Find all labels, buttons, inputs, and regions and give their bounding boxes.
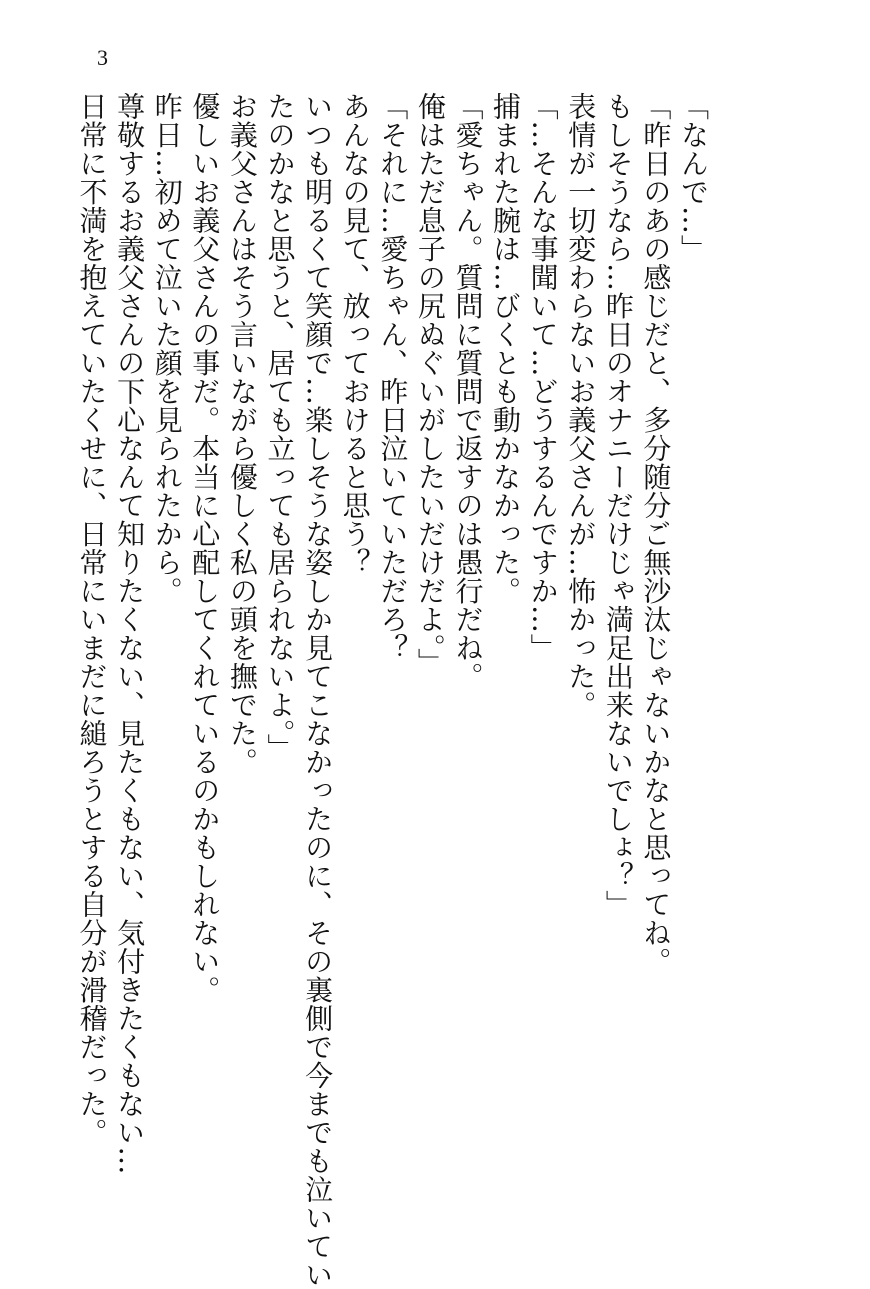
text-line: あんなの見て、放っておけると思う？ [338, 92, 372, 577]
text-line: たのかなと思うと、居ても立っても居られないよ。」 [263, 92, 297, 762]
text-line: もしそうなら…昨日のオナニーだけじゃ満足出来ないでしょ？」 [601, 92, 635, 919]
text-line: お義父さんはそう言いながら優しく私の頭を撫でた。 [225, 92, 259, 776]
text-line: 「愛ちゃん。質問に質問で返すのは愚行だね。 [451, 92, 485, 691]
text-line: いつも明るくて笑顔で…楽しそうな姿しか見てこなかったのに、その裏側で今までも泣いてい [301, 92, 335, 1289]
text-line: 「なんで…」 [677, 92, 710, 263]
page-number: 3 [97, 45, 108, 70]
text-line: 優しいお義父さんの事だ。本当に心配してくれているのかもしれない。 [188, 92, 222, 1004]
text-line: 捕まれた腕は…びくとも動かなかった。 [489, 92, 523, 605]
novel-text-body [73, 92, 712, 1289]
text-line: 昨日…初めて泣いた顔を見られたから。 [150, 92, 184, 605]
text-line: 俺はただ息子の尻ぬぐいがしたいだけだよ。」 [413, 92, 447, 677]
text-line: 尊敬するお義父さんの下心なんて知りたくない、見たくもない、気付きたくもない… [113, 92, 147, 1175]
text-line: 「…そんな事聞いて…どうするんですか…」 [526, 92, 560, 662]
text-line: 「それに…愛ちゃん、昨日泣いていただろ？ [376, 92, 410, 662]
text-line: 「昨日のあの感じだと、多分随分ご無沙汰じゃないかなと思ってね。 [639, 92, 673, 976]
text-line: 日常に不満を抱えていたくせに、日常にいまだに縋ろうとする自分が滑稽だった。 [75, 92, 109, 1147]
text-line: 表情が一切変わらないお義父さんが…怖かった。 [564, 92, 598, 719]
